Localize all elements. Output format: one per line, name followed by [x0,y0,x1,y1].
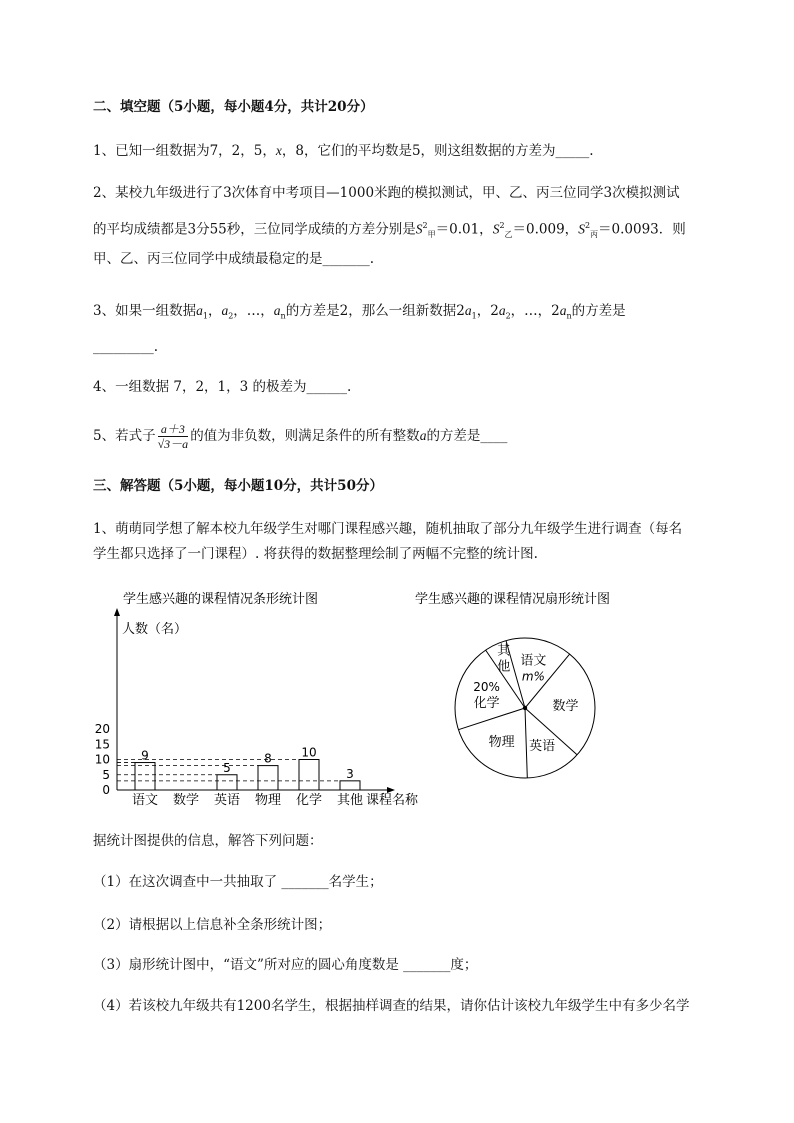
fraction [158,423,189,451]
two: 2 [490,303,499,319]
q3-text2: 的方差是2，那么一组新数据 [285,303,457,319]
x-tick-label: 物理 [254,793,282,808]
sub: 1 [202,311,208,321]
sub-yi: 乙 [504,230,513,240]
pie-chart [408,585,648,785]
dots: … [524,303,538,319]
sub: 2 [505,311,511,321]
pie-chart-title: 学生感兴趣的课程情况扇形统计图 [415,592,611,607]
pie-slice-label: 化学 [473,695,500,711]
x-tick-label: 数学 [172,793,200,808]
q1-text: 1、已知一组数据为7，2，5， [93,143,276,159]
q5-text2: 的值为非负数，则满足条件的所有整数 [190,428,420,444]
sup: 2 [584,221,591,230]
s-symbol: S [578,221,585,237]
question-2-1 [93,142,594,160]
pie-slice-label: 其 [497,643,511,659]
variance-jia: ＝0.01， [435,221,493,238]
y-tick-label: 0 [102,783,110,797]
fraction-numerator: a＋3 [158,423,189,437]
bar-chart-xlabel: 课程名称 [366,793,419,808]
bar-chart-title: 学生感兴趣的课程情况条形统计图 [123,592,319,607]
y-tick-label: 20 [94,722,110,736]
bar-chart-ylabel: 人数（名） [122,622,188,637]
variance-bing: ＝0.0093．则 [598,221,686,238]
sub: 1 [471,311,477,321]
bar-chart [90,585,435,815]
q5-text1: 5、若式子 [93,428,156,444]
question-2-2-line2 [93,217,686,244]
a-symbol: a [273,303,281,318]
variance-yi: ＝0.009， [512,221,579,238]
y-tick-label: 10 [94,752,110,767]
q3-text1: 3、如果一组数据 [93,303,197,319]
sub-jia: 甲 [427,230,436,240]
sub: n [566,311,572,321]
bar-value-label: 5 [223,760,231,775]
bar [217,775,237,790]
y-axis-arrow [114,608,120,616]
subquestion-2: （2）请根据以上信息补全条形统计图； [93,917,332,933]
two: 2 [456,303,465,319]
subquestion-1: （1）在这次调查中一共抽取了 _______名学生； [93,874,383,890]
question-2-3 [93,302,626,326]
bar-value-label: 3 [346,766,354,781]
q5-text3: 的方差是____ [426,428,508,444]
problem-3-1-line1: 1、萌萌同学想了解本校九年级学生对哪门课程感兴趣，随机抽取了部分九年级学生进行调查（每名 [93,521,683,537]
a-symbol: a [498,303,506,318]
pie-center-dot [523,706,527,710]
bar-value-label: 10 [301,745,317,760]
subquestion-3: （3）扇形统计图中，“语文”所对应的圆心角度数是 _______度； [93,957,478,973]
sup: 2 [499,221,505,230]
pie-slice-label: 他 [497,659,511,675]
q2-text: 的平均成绩都是3分55秒，三位同学成绩的方差分别是 [93,221,416,238]
two: 2 [551,303,560,319]
sep: ， [537,303,552,319]
pie-slice-label: 英语 [529,738,556,754]
q1-text2: ，8，它们的平均数是5，则这组数据的方差为_____. [281,143,594,159]
bar [135,763,155,790]
sep: ， [260,303,274,319]
q3-text3: 的方差是 [571,303,626,319]
question-2-5 [93,421,507,451]
question-2-4: 4、一组数据 7，2，1，3 的极差为______. [93,379,352,395]
s-symbol: S [415,221,423,237]
sep: ， [476,303,491,319]
bar [340,781,360,790]
subquestion-4: （4）若该校九年级共有1200名学生，根据抽样调查的结果，请你估计该校九年级学生中有多少名学 [93,998,690,1014]
pie-slice-label: 物理 [488,735,515,751]
bar-layer [95,722,363,808]
a-symbol: a [419,428,427,443]
x-tick-label: 语文 [131,793,159,808]
sep: ， [510,303,525,319]
x-tick-label: 化学 [295,793,323,808]
section2-heading: 二、填空题（5小题，每小题4分，共计20分） [93,99,374,115]
fraction-denominator: √3－a [157,436,189,451]
question-2-2-line3: 甲、乙、丙三位同学中成绩最稳定的是_______. [93,251,375,267]
s-symbol: S [492,221,500,237]
sub-bing: 丙 [590,230,599,240]
sep: ， [233,303,247,319]
pie-slice-value: m% [521,669,545,684]
problem-3-1-line2: 学生都只选择了一门课程）. 将获得的数据整理绘制了两幅不完整的统计图. [93,546,538,562]
sub: n [280,311,286,321]
a-symbol: a [196,303,203,318]
x-tick-label: 其他 [336,793,364,808]
question-2-2-line1: 2、某校九年级进行了3次体育中考项目—1000米跑的模拟测试，甲、乙、丙三位同学3次模拟测试 [93,185,680,201]
pie-slice-value: 20% [473,679,500,694]
dots: … [246,303,261,319]
y-tick-label: 15 [94,737,110,752]
pie-slice-label: 数学 [552,699,579,715]
pie-slice-label: 语文 [520,653,547,669]
a-symbol: a [221,303,229,318]
question-2-3-blank: _________. [93,339,159,355]
sep: ， [207,303,222,319]
bar [299,760,319,791]
pie-layer [455,638,595,778]
bar-value-label: 9 [141,748,149,763]
bar [258,766,278,790]
y-tick-label: 5 [102,767,110,782]
sup: 2 [422,221,428,230]
q1-var-x: x [275,143,282,158]
text-after-charts: 据统计图提供的信息，解答下列问题： [93,833,323,849]
a-symbol: a [559,303,567,318]
a-symbol: a [464,303,472,318]
section3-heading: 三、解答题（5小题，每小题10分，共计50分） [93,478,383,494]
bar-value-label: 8 [264,751,272,766]
x-tick-label: 英语 [213,793,241,808]
sub: 2 [228,311,234,321]
